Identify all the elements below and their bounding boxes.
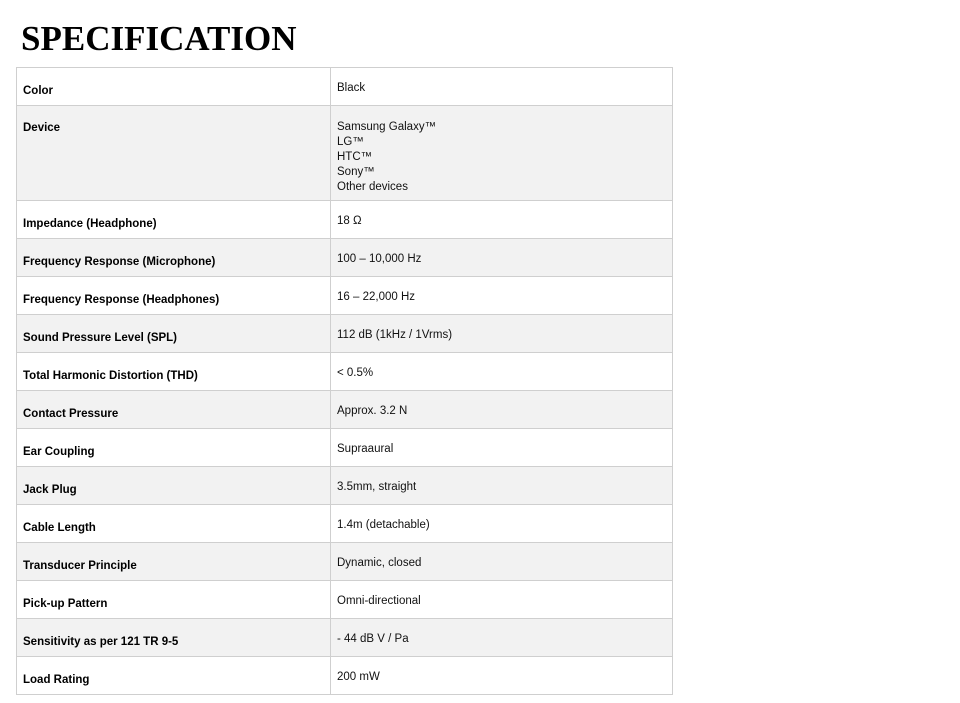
spec-label: Transducer Principle	[17, 543, 331, 581]
device-item: LG™	[337, 136, 364, 148]
device-item: Samsung Galaxy™	[337, 121, 437, 133]
spec-label: Jack Plug	[17, 467, 331, 505]
spec-row-contact-pressure	[17, 391, 673, 429]
spec-label: Sensitivity as per 121 TR 9-5	[17, 619, 331, 657]
spec-row-sensitivity	[17, 619, 673, 657]
spec-row-cable-length	[17, 505, 673, 543]
spec-row-thd	[17, 353, 673, 391]
spec-row-device	[17, 106, 673, 201]
spec-table	[16, 67, 673, 695]
page-title: SPECIFICATION	[21, 19, 297, 58]
spec-value: 1.4m (detachable)	[331, 505, 673, 543]
spec-value: Black	[331, 68, 673, 106]
spec-value: 100 – 10,000 Hz	[331, 239, 673, 277]
spec-label: Ear Coupling	[17, 429, 331, 467]
device-item: Sony™	[337, 166, 375, 178]
spec-row-spl	[17, 315, 673, 353]
spec-label: Color	[17, 68, 331, 106]
spec-value: 200 mW	[331, 657, 673, 695]
spec-row-frequency-microphone	[17, 239, 673, 277]
spec-label: Impedance (Headphone)	[17, 201, 331, 239]
spec-row-ear-coupling	[17, 429, 673, 467]
spec-label: Contact Pressure	[17, 391, 331, 429]
spec-value: Supraaural	[331, 429, 673, 467]
spec-label: Frequency Response (Headphones)	[17, 277, 331, 315]
spec-row-impedance	[17, 201, 673, 239]
spec-value: 16 – 22,000 Hz	[331, 277, 673, 315]
spec-value: 18 Ω	[331, 201, 673, 239]
spec-label: Load Rating	[17, 657, 331, 695]
spec-value: 3.5mm, straight	[331, 467, 673, 505]
spec-value: Approx. 3.2 N	[331, 391, 673, 429]
spec-row-color	[17, 68, 673, 106]
spec-label: Pick-up Pattern	[17, 581, 331, 619]
spec-value: Omni-directional	[331, 581, 673, 619]
spec-row-frequency-headphones	[17, 277, 673, 315]
spec-value-device-list	[331, 106, 673, 201]
spec-label: Total Harmonic Distortion (THD)	[17, 353, 331, 391]
spec-label: Frequency Response (Microphone)	[17, 239, 331, 277]
spec-row-transducer-principle	[17, 543, 673, 581]
spec-value: Dynamic, closed	[331, 543, 673, 581]
spec-label: Device	[17, 106, 331, 201]
spec-value: - 44 dB V / Pa	[331, 619, 673, 657]
device-item: HTC™	[337, 151, 373, 163]
spec-row-jack-plug	[17, 467, 673, 505]
spec-row-pickup-pattern	[17, 581, 673, 619]
spec-label: Cable Length	[17, 505, 331, 543]
spec-row-load-rating	[17, 657, 673, 695]
spec-value: < 0.5%	[331, 353, 673, 391]
spec-label: Sound Pressure Level (SPL)	[17, 315, 331, 353]
device-item: Other devices	[337, 181, 408, 193]
spec-value: 112 dB (1kHz / 1Vrms)	[331, 315, 673, 353]
